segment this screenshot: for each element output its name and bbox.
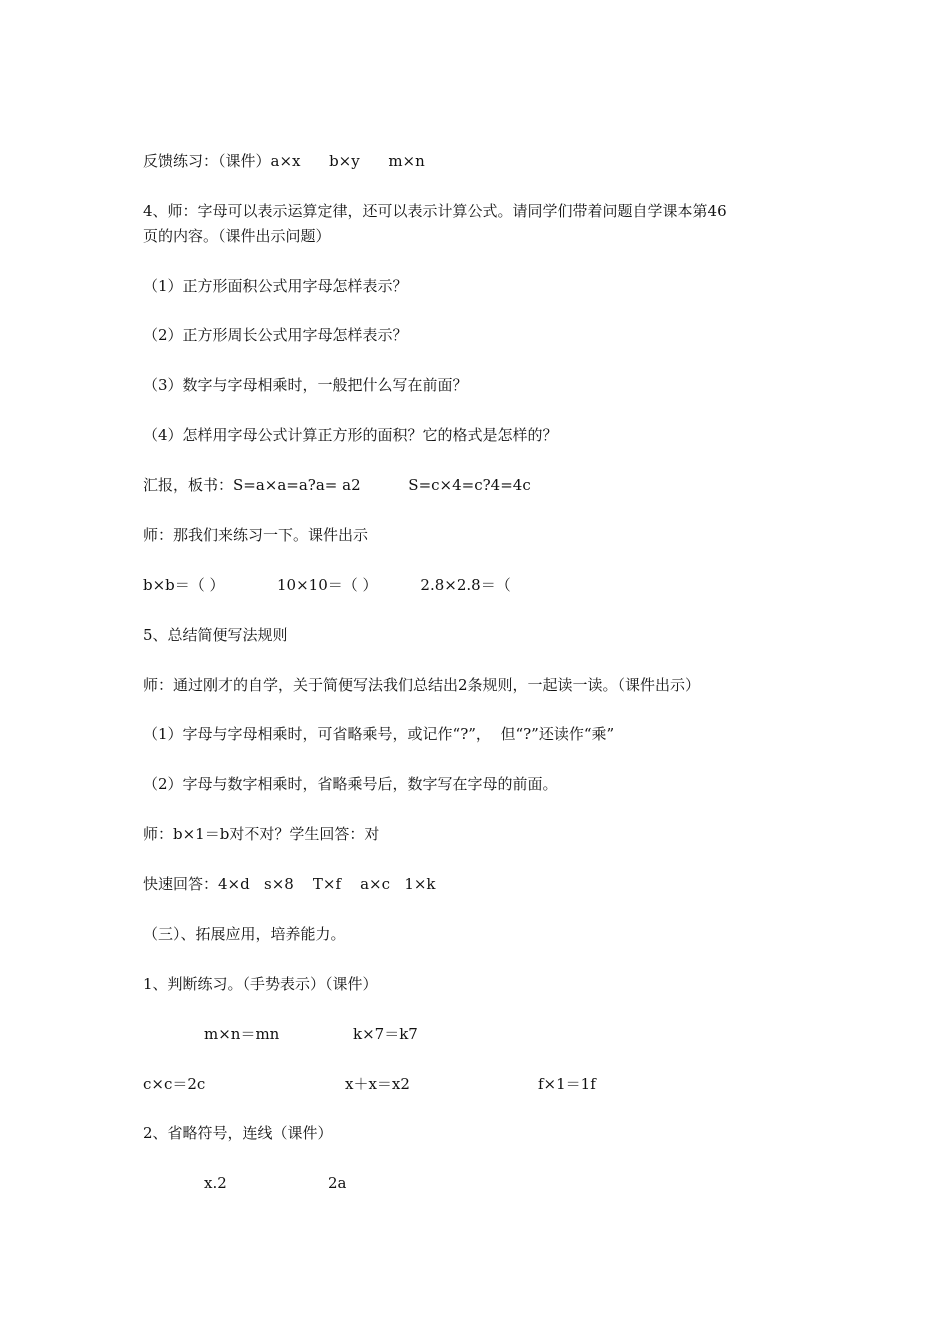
rules-intro-line: 师：通过刚才的自学，关于简便写法我们总结出2条规则，一起读一读。（课件出示） [143, 676, 701, 694]
question-3: （3）数字与字母相乘时，一般把什么写在前面？ [143, 376, 468, 394]
quick-answer-line: 快速回答：4×d s×8 T×f a×c 1×k [143, 875, 436, 893]
step-4-line: 4、师：字母可以表示运算定律，还可以表示计算公式。请同学们带着问题自学课本第46 [143, 202, 727, 220]
judge-item-x2: x＋x＝x2 [345, 1075, 410, 1093]
matching-heading: 2、省略符号，连线（课件） [143, 1124, 333, 1142]
matching-item-2a: 2a [328, 1174, 347, 1192]
section-3-heading: （三）、拓展应用，培养能力。 [143, 925, 346, 943]
practice-exercises-line: b×b＝（ ） 10×10＝（ ） 2.8×2.8＝（ [143, 576, 511, 594]
judge-item-1f: f×1＝1f [538, 1075, 596, 1093]
rule-2: （2）字母与数字相乘时，省略乘号后，数字写在字母的前面。 [143, 775, 558, 793]
judge-item-2c: c×c＝2c [143, 1075, 206, 1093]
judge-item-k7: k×7＝k7 [353, 1025, 418, 1043]
question-1: （1）正方形面积公式用字母怎样表示？ [143, 277, 408, 295]
question-4: （4）怎样用字母公式计算正方形的面积？它的格式是怎样的？ [143, 426, 558, 444]
step-5-heading: 5、总结简便写法规则 [143, 626, 288, 644]
teacher-question-line: 师：b×1＝b对不对？学生回答：对 [143, 825, 380, 843]
judge-practice-heading: 1、判断练习。（手势表示）（课件） [143, 975, 378, 993]
step-4-continuation: 页的内容。（课件出示问题） [143, 227, 331, 245]
rule-1: （1）字母与字母相乘时，可省略乘号，或记作“?”， 但“?”还读作“乘” [143, 725, 615, 743]
practice-intro-line: 师：那我们来练习一下。课件出示 [143, 526, 369, 544]
judge-item-mn: m×n＝mn [204, 1025, 280, 1043]
report-board-line: 汇报，板书：S=a×a=a?a= a2 S=c×4=c?4=4c [143, 476, 531, 494]
question-2: （2）正方形周长公式用字母怎样表示？ [143, 326, 408, 344]
matching-item-x2: x.2 [204, 1174, 227, 1192]
feedback-practice-line: 反馈练习：（课件）a×x b×y m×n [143, 152, 425, 170]
